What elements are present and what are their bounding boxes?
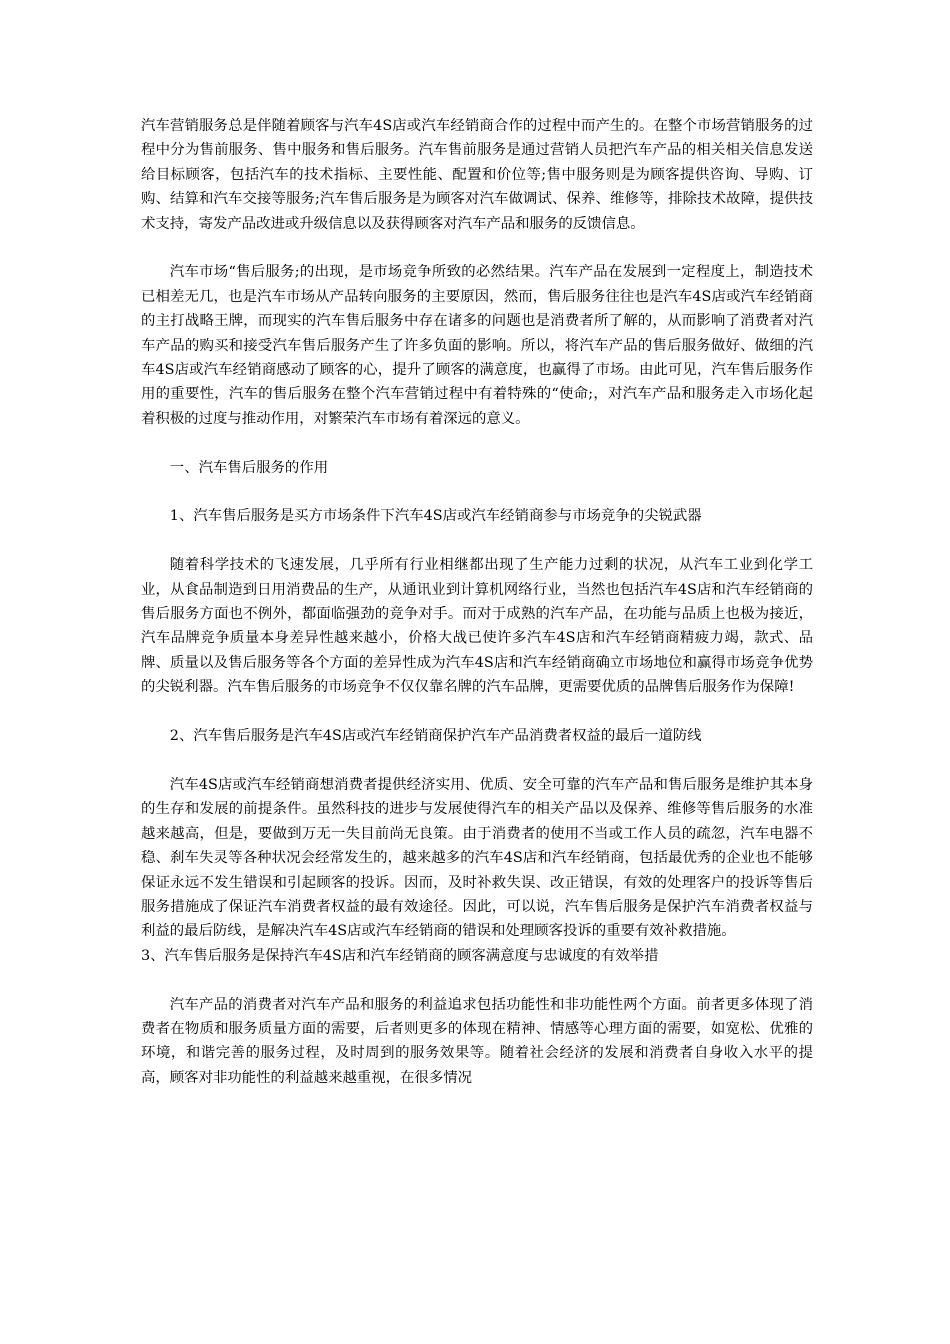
subheading-3: 3、汽车售后服务是保持汽车4S店和汽车经销商的顾客满意度与忠诚度的有效举措 — [141, 947, 659, 964]
paragraph-competition: 随着科学技术的飞速发展，几乎所有行业相继都出现了生产能力过剩的状况，从汽车工业到化学工业，从食品制造到日用消费品的生产，从通讯业到计算机网络行业，当然也包括汽车4S店和汽车经销商的售后服务方面也不例外，都面临强劲的竞争对手。而对于成熟的汽车产品，在功能与品质上也极为接近，汽车品牌竞争质量本身差异性越来越小，价格大战已使许多汽车4S店和汽车经销商精疲力竭，款式、品牌、质量以及售后服务等各个方面的差异性成为汽车4S店和汽车经销商确立市场地位和赢得市场竞争优势的尖锐利器。汽车售后服务的市场竞争不仅仅靠名牌的汽车品牌，更需要优质的品牌售后服务作为保障! — [141, 557, 813, 696]
document-page — [141, 114, 813, 1090]
paragraph-market: 汽车市场“售后服务;的出现，是市场竞争所致的必然结果。汽车产品在发展到一定程度上，制造技术已相差无几，也是汽车市场从产品转向服务的主要原因，然而，售后服务往往也是汽车4S店或汽车经销商的主打战略王牌，而现实的汽车售后服务中存在诸多的问题也是消费者所了解的，从而影响了消费者对汽车产品的购买和接受汽车售后服务产生了许多负面的影响。所以，将汽车产品的售后服务做好、做细的汽车4S店或汽车经销商感动了顾客的心，提升了顾客的满意度，也赢得了市场。由此可见，汽车售后服务作用的重要性，汽车的售后服务在整个汽车营销过程中有着特殊的“使命;，对汽车产品和服务走入市场化起着积极的过度与推动作用，对繁荣汽车市场有着深远的意义。 — [141, 264, 813, 427]
paragraph-satisfaction: 汽车产品的消费者对汽车产品和服务的利益追求包括功能性和非功能性两个方面。前者更多体现了消费者在物质和服务质量方面的需要，后者则更多的体现在精神、情感等心理方面的需要，如宽松、优雅的环境，和谐完善的服务过程，及时周到的服务效果等。随着社会经济的发展和消费者自身收入水平的提高，顾客对非功能性的利益越来越重视，在很多情况 — [141, 996, 813, 1086]
paragraph-intro: 汽车营销服务总是伴随着顾客与汽车4S店或汽车经销商合作的过程中而产生的。在整个市场营销服务的过程中分为售前服务、售中服务和售后服务。汽车售前服务是通过营销人员把汽车产品的相关相关信息发送给目标顾客，包括汽车的技术指标、主要性能、配置和价位等;售中服务则是为顾客提供咨询、导购、订购、结算和汽车交接等服务;汽车售后服务是为顾客对汽车做调试、保养、维修等，排除技术故障，提供技术支持，寄发产品改进或升级信息以及获得顾客对汽车产品和服务的反馈信息。 — [141, 118, 813, 232]
paragraph-consumer-rights: 汽车4S店或汽车经销商想消费者提供经济实用、优质、安全可靠的汽车产品和售后服务是维护其本身的生存和发展的前提条件。虽然科技的进步与发展使得汽车的相关产品以及保养、维修等售后服务的水准越来越高，但是，要做到万无一失目前尚无良策。由于消费者的使用不当或工作人员的疏忽，汽车电器不稳、刹车失灵等各种状况会经常发生的，越来越多的汽车4S店和汽车经销商，包括最优秀的企业也不能够保证永远不发生错误和引起顾客的投诉。因而，及时补救失误、改正错误，有效的处理客户的投诉等售后服务措施成了保证汽车消费者权益的最有效途径。因此，可以说，汽车售后服务是保护汽车消费者权益与利益的最后防线，是解决汽车4S店或汽车经销商的错误和处理顾客投诉的重要有效补救措施。 — [141, 776, 813, 940]
subheading-1: 1、汽车售后服务是买方市场条件下汽车4S店或汽车经销商参与市场竞争的尖锐武器 — [169, 508, 702, 525]
section-heading: 一、汽车售后服务的作用 — [169, 459, 329, 476]
subheading-2: 2、汽车售后服务是汽车4S店或汽车经销商保护汽车产品消费者权益的最后一道防线 — [169, 728, 702, 745]
